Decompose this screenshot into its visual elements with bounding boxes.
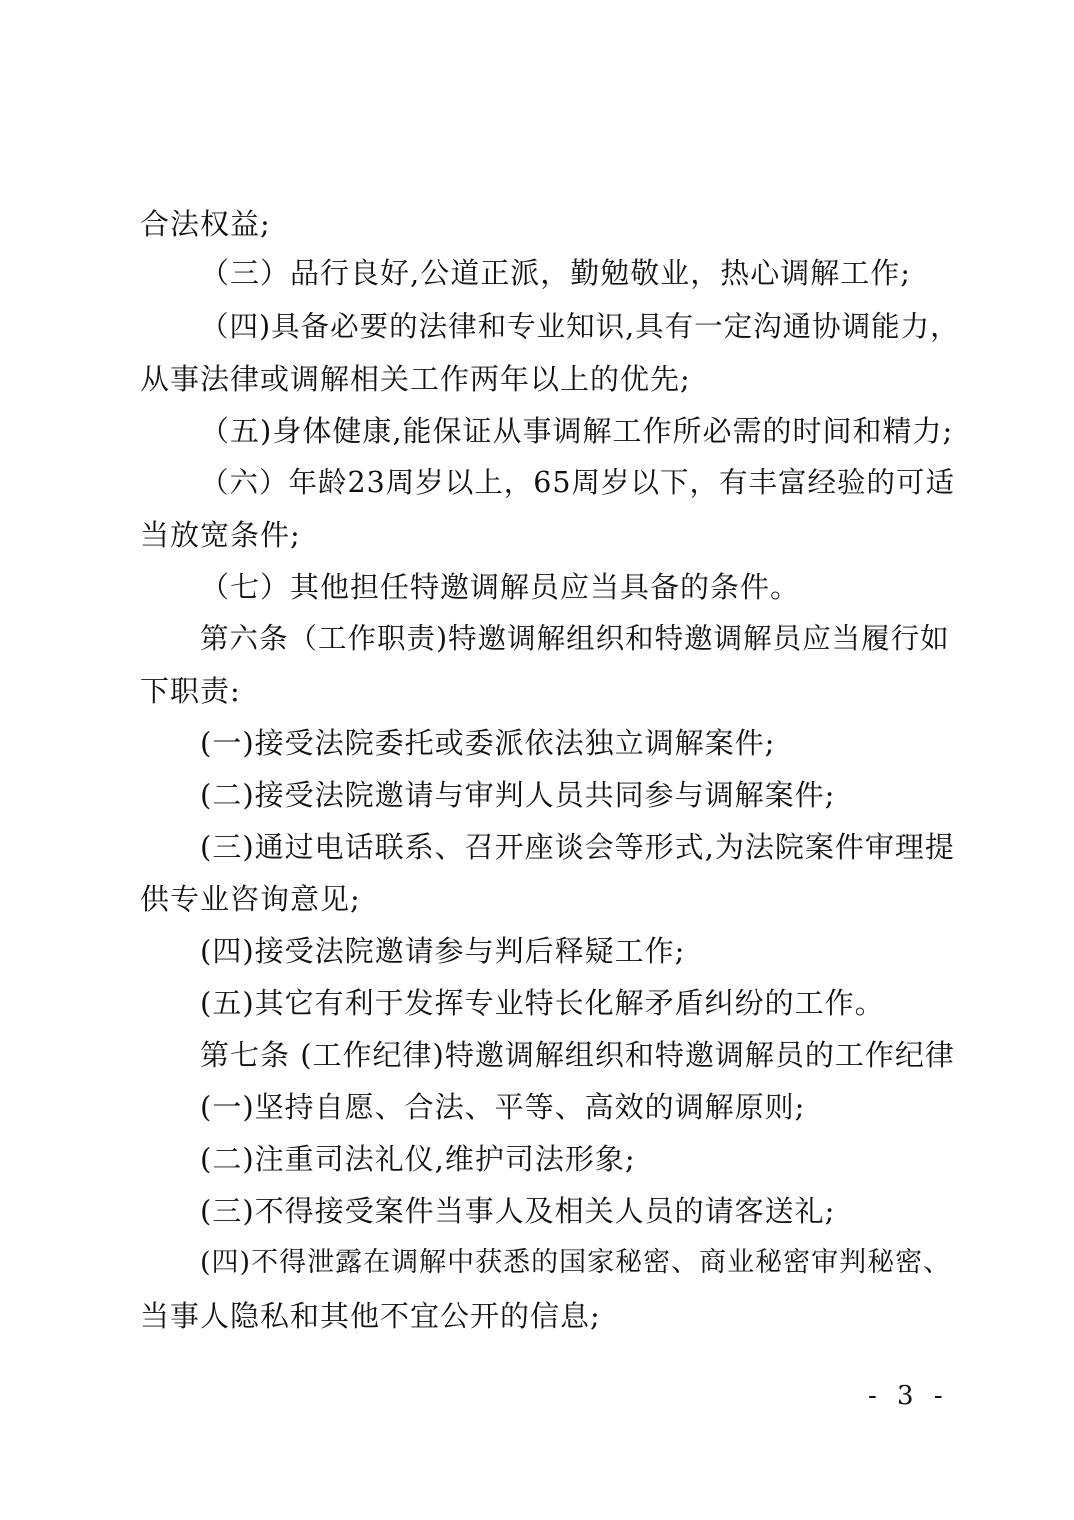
text-line: (一)接受法院委托或委派依法独立调解案件;	[200, 726, 776, 760]
text-line: (一)坚持自愿、合法、平等、高效的调解原则;	[200, 1090, 806, 1124]
text-line: （四)具备必要的法律和专业知识,具有一定沟通协调能力，	[200, 310, 960, 343]
text-line: 下职责:	[140, 674, 241, 708]
text-line: 第七条 (工作纪律)特邀调解组织和特邀调解员的工作纪律	[200, 1038, 955, 1072]
text-line: 合法权益;	[140, 207, 271, 241]
text-line: 当放宽条件;	[140, 518, 301, 552]
text-line: (四)接受法院邀请参与判后释疑工作;	[200, 934, 686, 968]
text-line: (五)其它有利于发挥专业特长化解矛盾纠纷的工作。	[200, 986, 885, 1020]
text-line: 当事人隐私和其他不宜公开的信息;	[140, 1299, 601, 1333]
text-line: （五)身体健康,能保证从事调解工作所必需的时间和精力;	[200, 414, 954, 448]
text-line: （三）品行良好,公道正派，勤勉敬业，热心调解工作;	[200, 256, 911, 290]
text-line: 供专业咨询意见;	[140, 882, 361, 916]
text-line: (二)注重司法礼仪,维护司法形象;	[200, 1142, 636, 1176]
text-line: （七）其他担任特邀调解员应当具备的条件。	[200, 570, 801, 604]
text-line: (三)通过电话联系、召开座谈会等形式,为法院案件审理提	[200, 830, 955, 864]
text-line: (二)接受法院邀请与审判人员共同参与调解案件;	[200, 778, 836, 812]
page-number: - 3 -	[868, 1381, 949, 1411]
text-line: （六）年龄23周岁以上，65周岁以下，有丰富经验的可适	[200, 466, 956, 499]
text-line: 第六条（工作职责)特邀调解组织和特邀调解员应当履行如	[200, 622, 950, 655]
text-line: (三)不得接受案件当事人及相关人员的请客送礼;	[200, 1194, 836, 1228]
text-line: 从事法律或调解相关工作两年以上的优先;	[140, 362, 691, 396]
text-line: (四)不得泄露在调解中获悉的国家秘密、商业秘密审判秘密、	[200, 1247, 952, 1278]
